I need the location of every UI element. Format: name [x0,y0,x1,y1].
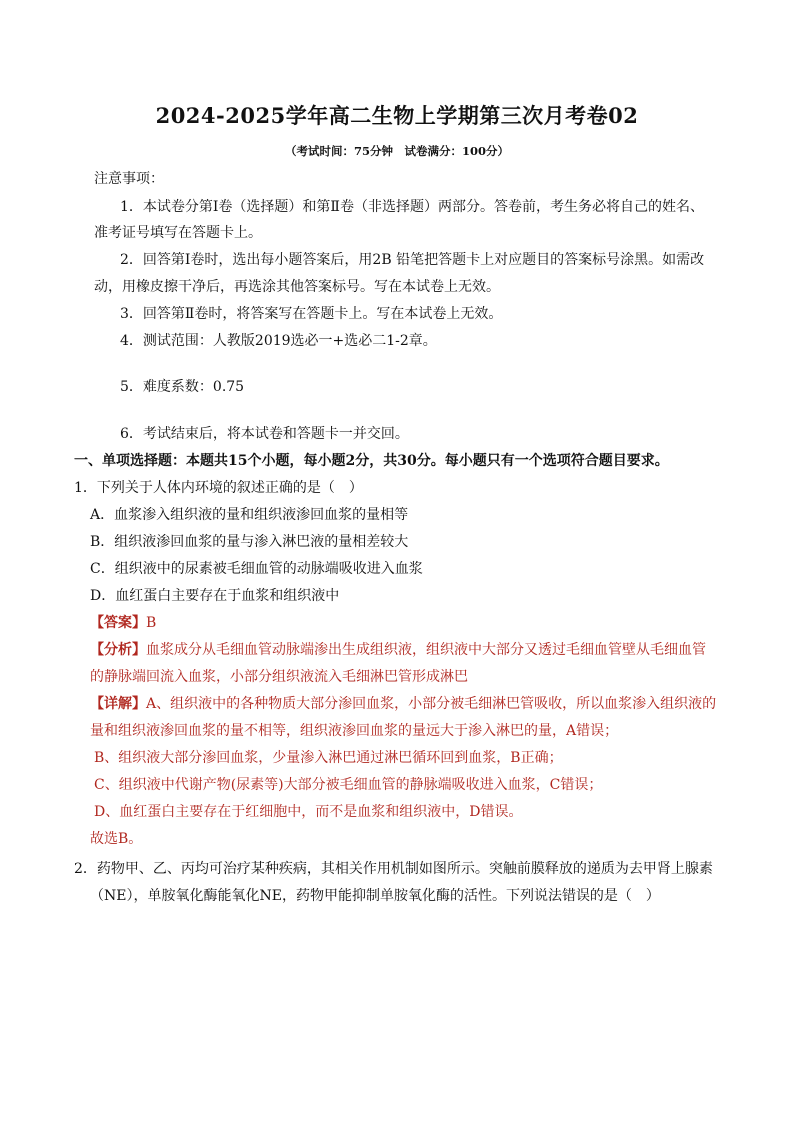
conclusion: 故选B。 [90,831,143,847]
note-item-1-line-1: 1．本试卷分第Ⅰ卷（选择题）和第Ⅱ卷（非选择题）两部分。答卷前，考生务必将自己的姓名、 [120,199,704,215]
question-2-stem-line-2: （NE），单胺氧化酶能氧化NE，药物甲能抑制单胺氧化酶的活性。下列说法错误的是（ ） [90,888,660,904]
question-1-option-c: C．组织液中的尿素被毛细血管的动脉端吸收进入血浆 [90,561,423,577]
analysis-tag: 【分析】 [90,642,146,658]
note-item-6: 6．考试结束后，将本试卷和答题卡一并交回。 [120,426,409,442]
answer-line [90,614,156,632]
detail-option-c: C、组织液中代谢产物(尿素等)大部分被毛细血管的静脉端吸收进入血浆，C错误； [94,777,603,793]
question-1-option-d: D．血红蛋白主要存在于血浆和组织液中 [90,588,340,604]
notes-heading: 注意事项： [94,171,164,187]
analysis-line-1 [90,641,706,659]
analysis-text-1: 血浆成分从毛细血管动脉端渗出生成组织液，组织液中大部分又透过毛细血管壁从毛细血管 [146,642,706,658]
question-2-stem-line-1: 2．药物甲、乙、丙均可治疗某种疾病，其相关作用机制如图所示。突触前膜释放的递质为去甲肾上腺素 [74,861,713,877]
question-1-option-a: A．血浆渗入组织液的量和组织液渗回血浆的量相等 [90,507,409,523]
note-item-3: 3．回答第Ⅱ卷时，将答案写在答题卡上。写在本试卷上无效。 [120,306,503,322]
note-item-1-line-2: 准考证号填写在答题卡上。 [94,225,262,241]
page-title: 2024-2025学年高二生物上学期第三次月考卷02 [155,103,639,128]
note-item-2-line-1: 2．回答第Ⅰ卷时，选出每小题答案后，用2B 铅笔把答题卡上对应题目的答案标号涂黑。如需改 [120,252,705,268]
exam-info: （考试时间：75分钟 试卷满分：100分） [284,144,509,158]
section-heading: 一、单项选择题：本题共15个小题，每小题2分，共30分。每小题只有一个选项符合题目要求。 [74,453,669,469]
detail-line-1 [90,695,716,713]
question-1-option-b: B．组织液渗回血浆的量与渗入淋巴液的量相差较大 [90,534,409,550]
question-1-stem: 1．下列关于人体内环境的叙述正确的是（ ） [74,480,363,496]
detail-tag: 【详解】 [90,696,146,712]
note-item-4: 4．测试范围：人教版2019选必一+选必二1-2章。 [120,333,437,349]
answer-value: B [146,615,157,631]
analysis-line-2: 的静脉端回流入血浆，小部分组织液流入毛细淋巴管形成淋巴 [90,669,468,685]
detail-text-1: A、组织液中的各种物质大部分渗回血浆，小部分被毛细淋巴管吸收，所以血浆渗入组织液的 [146,696,717,712]
answer-tag: 【答案】 [90,615,146,631]
detail-line-2: 量和组织液渗回血浆的量不相等，组织液渗回血浆的量远大于渗入淋巴的量，A错误； [90,723,619,739]
note-item-5: 5．难度系数：0.75 [120,379,245,395]
detail-option-b: B、组织液大部分渗回血浆，少量渗入淋巴通过淋巴循环回到血浆，B正确； [94,750,563,766]
detail-option-d: D、血红蛋白主要存在于红细胞中，而不是血浆和组织液中，D错误。 [94,804,523,820]
note-item-2-line-2: 动，用橡皮擦干净后，再选涂其他答案标号。写在本试卷上无效。 [94,279,500,295]
